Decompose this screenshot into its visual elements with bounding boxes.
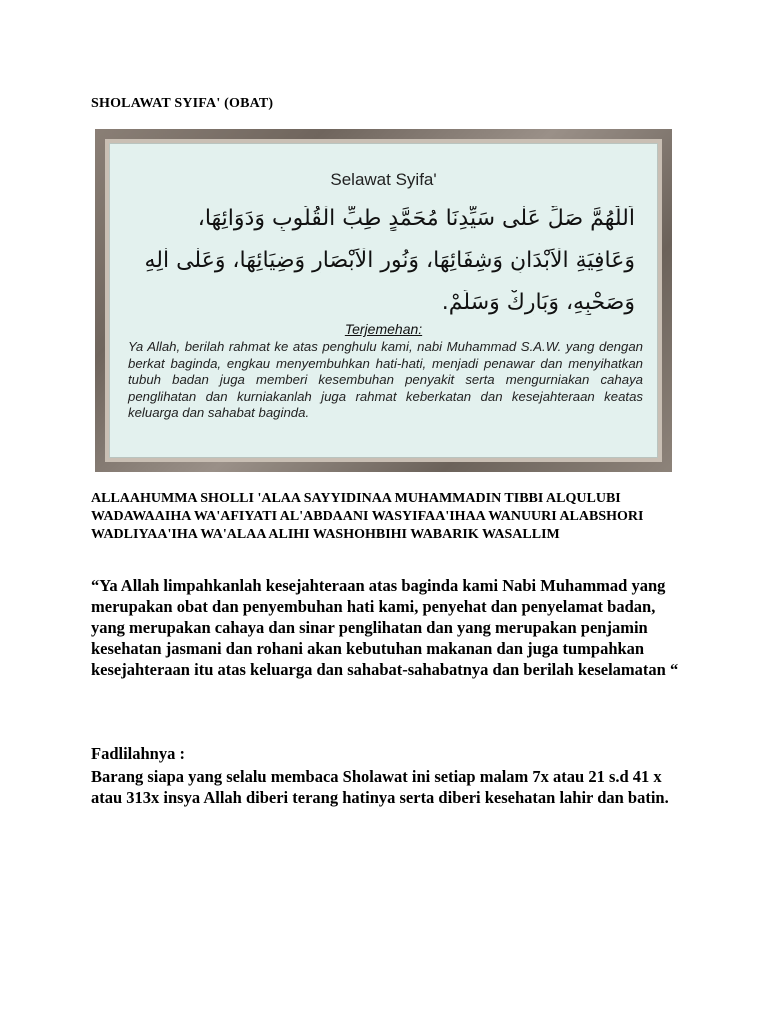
arabic-line-2: وَعَافِيَةِ الْاَبْدَانِ وَشِفَائِهَا، وَنُورِ الْاَبْصَارِ وَضِيَائِهَا، وَعَلٰى اٰلِهِ	[144, 248, 635, 273]
selawat-card	[109, 143, 658, 458]
transliteration-paragraph: ALLAAHUMMA SHOLLI 'ALAA SAYYIDINAA MUHAMMADIN TIBBI ALQULUBI WADAWAAIHA WA'AFIYATI AL'ABDAANI WASYIFAA'IHAA WANUURI ALABSHORI WADLIYAA'IHA WA'ALAA ALIHI WASHOHBIHI WABARIK WASALLIM	[91, 491, 644, 542]
frame-mat	[105, 139, 662, 462]
translation-text: Ya Allah, berilah rahmat ke atas penghulu kami, nabi Muhammad S.A.W. yang dengan berkat baginda, engkau menyembuhkan hati-hati, menjadi penawar dan menyihatkan tubuh badan juga memberi kesembuhan penyakit serta mengurniakan cahaya penglihatan dan kurniakanlah juga rahmat keberkatan dan kesejahteraan keatas keluarga dan sahabat baginda.	[128, 339, 643, 420]
arabic-line-3: وَصَحْبِهِ، وَبَارِكْ وَسَلِّمْ.	[441, 290, 635, 315]
meaning-paragraph: “Ya Allah limpahkanlah kesejahteraan atas baginda kami Nabi Muhammad yang merupakan obat dan penyembuhan hati kami, penyehat dan penyelamat badan, yang merupakan cahaya dan sinar penglihatan dan yang merupakan penjamin kesehatan jasmani dan rohani akan kebutuhan makanan dan juga tumpahkan kesejahteraan itu atas keluarga dan sahabat-sahabatnya dan berilah keselamatan “	[91, 576, 679, 679]
selawat-image-frame	[95, 129, 672, 472]
arabic-line-1: اَللّٰهُمَّ صَلِّ عَلٰى سَيِّدِنَا مُحَمَّدٍ طِبِّ الْقُلُوبِ وَدَوَائِهَا،	[197, 206, 635, 231]
translation-heading: Terjemehan:	[344, 321, 423, 337]
document-title: SHOLAWAT SYIFA' (OBAT)	[91, 96, 274, 111]
fadilah-heading: Fadlilahnya :	[91, 744, 185, 763]
fadilah-paragraph: Barang siapa yang selalu membaca Sholawat ini setiap malam 7x atau 21 s.d 41 x atau 313x insya Allah diberi terang hatinya serta diberi kesehatan lahir dan batin.	[91, 767, 669, 807]
card-heading: Selawat Syifa'	[330, 170, 437, 189]
